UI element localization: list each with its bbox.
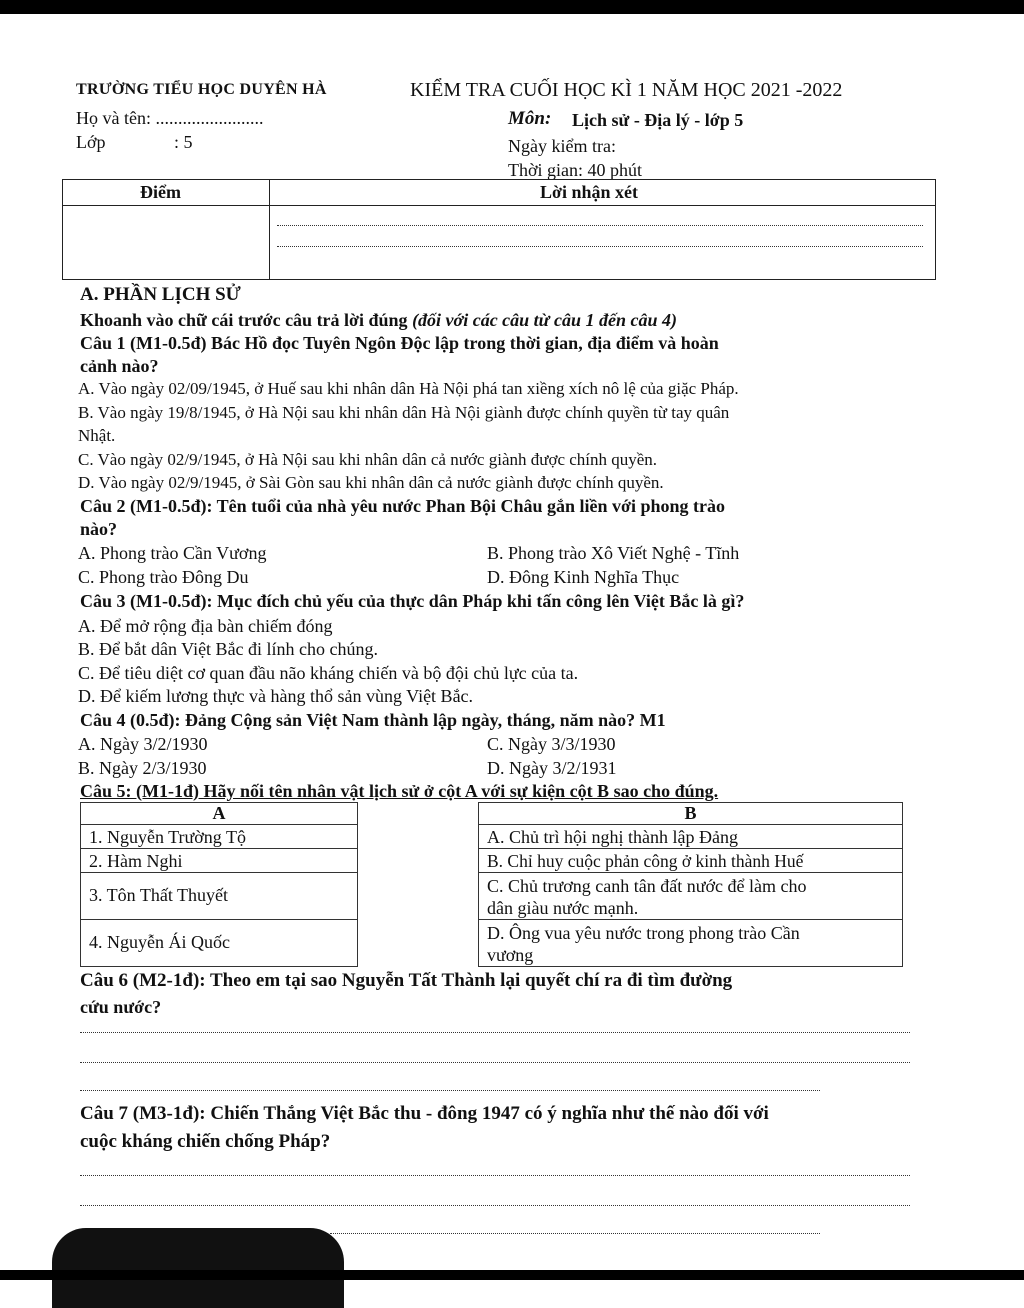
- question-3-option-c[interactable]: C. Để tiêu diệt cơ quan đầu não kháng chiến và bộ đội chủ lực của ta.: [78, 663, 579, 683]
- column-a-header: A: [80, 802, 358, 825]
- comment-line[interactable]: [277, 225, 923, 226]
- question-5-text: Câu 5: (M1-1đ) Hãy nối tên nhân vật lịch sử ở cột A với sự kiện cột B sao cho đúng.: [80, 781, 719, 801]
- question-4-option-b[interactable]: B. Ngày 2/3/1930: [78, 758, 207, 778]
- instruction-note: (đối với các câu từ câu 1 đến câu 4): [412, 310, 677, 330]
- column-b-item[interactable]: [478, 919, 903, 967]
- question-2-option-b[interactable]: B. Phong trào Xô Viết Nghệ - Tĩnh: [487, 543, 740, 563]
- section-title: A. PHẦN LỊCH SỬ: [80, 284, 241, 305]
- exam-date-label: Ngày kiểm tra:: [508, 136, 616, 156]
- instruction: [80, 309, 677, 331]
- school-name: TRƯỜNG TIỂU HỌC DUYÊN HÀ: [76, 81, 327, 98]
- question-4-option-d[interactable]: D. Ngày 3/2/1931: [487, 758, 617, 778]
- question-6-text-cont: cứu nước?: [80, 997, 162, 1017]
- question-1-option-d[interactable]: D. Vào ngày 02/9/1945, ở Sài Gòn sau khi nhân dân cả nước giành được chính quyền.: [78, 473, 664, 492]
- score-table-column-divider: [269, 179, 270, 280]
- answer-line[interactable]: [80, 1205, 910, 1206]
- question-6-text: Câu 6 (M2-1đ): Theo em tại sao Nguyễn Tất Thành lại quyết chí ra đi tìm đường: [80, 970, 733, 991]
- comment-column-header: Lời nhận xét: [540, 182, 638, 202]
- answer-line[interactable]: [80, 1175, 910, 1176]
- question-3-text: Câu 3 (M1-0.5đ): Mục đích chủ yếu của thực dân Pháp khi tấn công lên Việt Bắc là gì?: [80, 591, 745, 611]
- column-a-item[interactable]: 4. Nguyễn Ái Quốc: [80, 919, 358, 967]
- column-b-header: B: [478, 802, 903, 825]
- instruction-main: Khoanh vào chữ cái trước câu trả lời đúng: [80, 310, 408, 330]
- score-table: [62, 179, 936, 280]
- column-a-item[interactable]: 3. Tôn Thất Thuyết: [80, 872, 358, 920]
- question-4-text: Câu 4 (0.5đ): Đảng Cộng sản Việt Nam thành lập ngày, tháng, năm nào? M1: [80, 710, 666, 730]
- dark-overlay-shape: [52, 1228, 344, 1308]
- question-1-text: Câu 1 (M1-0.5đ) Bác Hồ đọc Tuyên Ngôn Độc lập trong thời gian, địa điểm và hoàn: [80, 333, 719, 353]
- question-4-option-c[interactable]: C. Ngày 3/3/1930: [487, 734, 616, 754]
- column-a-item[interactable]: 1. Nguyễn Trường Tộ: [80, 824, 358, 849]
- question-2-option-d[interactable]: D. Đông Kinh Nghĩa Thục: [487, 567, 680, 587]
- question-3-option-a[interactable]: A. Để mở rộng địa bàn chiếm đóng: [78, 616, 333, 636]
- question-2-text-cont: nào?: [80, 519, 118, 539]
- question-1-text-cont: cảnh nào?: [80, 356, 159, 376]
- question-7-text-cont: cuộc kháng chiến chống Pháp?: [80, 1131, 331, 1152]
- question-2-text: Câu 2 (M1-0.5đ): Tên tuổi của nhà yêu nước Phan Bội Châu gắn liền với phong trào: [80, 496, 726, 516]
- top-dark-bar: [0, 0, 1024, 14]
- column-b-item[interactable]: B. Chỉ huy cuộc phản công ở kinh thành Huế: [478, 848, 903, 873]
- question-2-option-a[interactable]: A. Phong trào Cần Vương: [78, 543, 267, 563]
- class-value: : 5: [174, 132, 193, 152]
- column-b-item[interactable]: [478, 872, 903, 920]
- question-7-text: Câu 7 (M3-1đ): Chiến Thắng Việt Bắc thu - đông 1947 có ý nghĩa như thế nào đối với: [80, 1103, 769, 1124]
- question-4-option-a[interactable]: A. Ngày 3/2/1930: [78, 734, 208, 754]
- column-b-item-line: D. Ông vua yêu nước trong phong trào Cần: [487, 923, 800, 943]
- question-2-option-c[interactable]: C. Phong trào Đông Du: [78, 567, 249, 587]
- exam-title: KIỂM TRA CUỐI HỌC KÌ 1 NĂM HỌC 2021 -2022: [410, 79, 843, 101]
- column-b-item[interactable]: A. Chủ trì hội nghị thành lập Đảng: [478, 824, 903, 849]
- comment-line[interactable]: [277, 246, 923, 247]
- question-1-option-b-cont: Nhật.: [78, 426, 116, 445]
- question-1-option-b[interactable]: B. Vào ngày 19/8/1945, ở Hà Nội sau khi nhân dân Hà Nội giành được chính quyền từ tay quân: [78, 403, 730, 422]
- answer-line[interactable]: [80, 1062, 910, 1063]
- student-name-label: Họ và tên: ........................: [76, 108, 264, 128]
- subject-label: Môn:: [508, 108, 552, 129]
- answer-line[interactable]: [330, 1233, 820, 1234]
- question-1-option-a[interactable]: A. Vào ngày 02/09/1945, ở Huế sau khi nhân dân Hà Nội phá tan xiềng xích nô lệ của giặc Pháp.: [78, 379, 739, 398]
- answer-line[interactable]: [80, 1090, 820, 1091]
- column-a-item[interactable]: 2. Hàm Nghi: [80, 848, 358, 873]
- score-table-divider: [62, 205, 936, 206]
- column-b-item-line: vương: [487, 945, 534, 965]
- subject-value: Lịch sử - Địa lý - lớp 5: [572, 110, 744, 130]
- score-column-header: Điểm: [140, 182, 181, 202]
- bottom-dark-bar: [0, 1270, 1024, 1280]
- question-3-option-b[interactable]: B. Để bắt dân Việt Bắc đi lính cho chúng.: [78, 639, 379, 659]
- column-b-item-line: dân giàu nước mạnh.: [487, 898, 639, 918]
- question-3-option-d[interactable]: D. Để kiếm lương thực và hàng thổ sản vùng Việt Bắc.: [78, 686, 474, 706]
- class-label: Lớp: [76, 132, 106, 152]
- exam-duration: Thời gian: 40 phút: [508, 160, 643, 180]
- answer-line[interactable]: [80, 1032, 910, 1033]
- column-b-item-line: C. Chủ trương canh tân đất nước để làm cho: [487, 876, 807, 896]
- question-1-option-c[interactable]: C. Vào ngày 02/9/1945, ở Hà Nội sau khi nhân dân cả nước giành được chính quyền.: [78, 450, 658, 469]
